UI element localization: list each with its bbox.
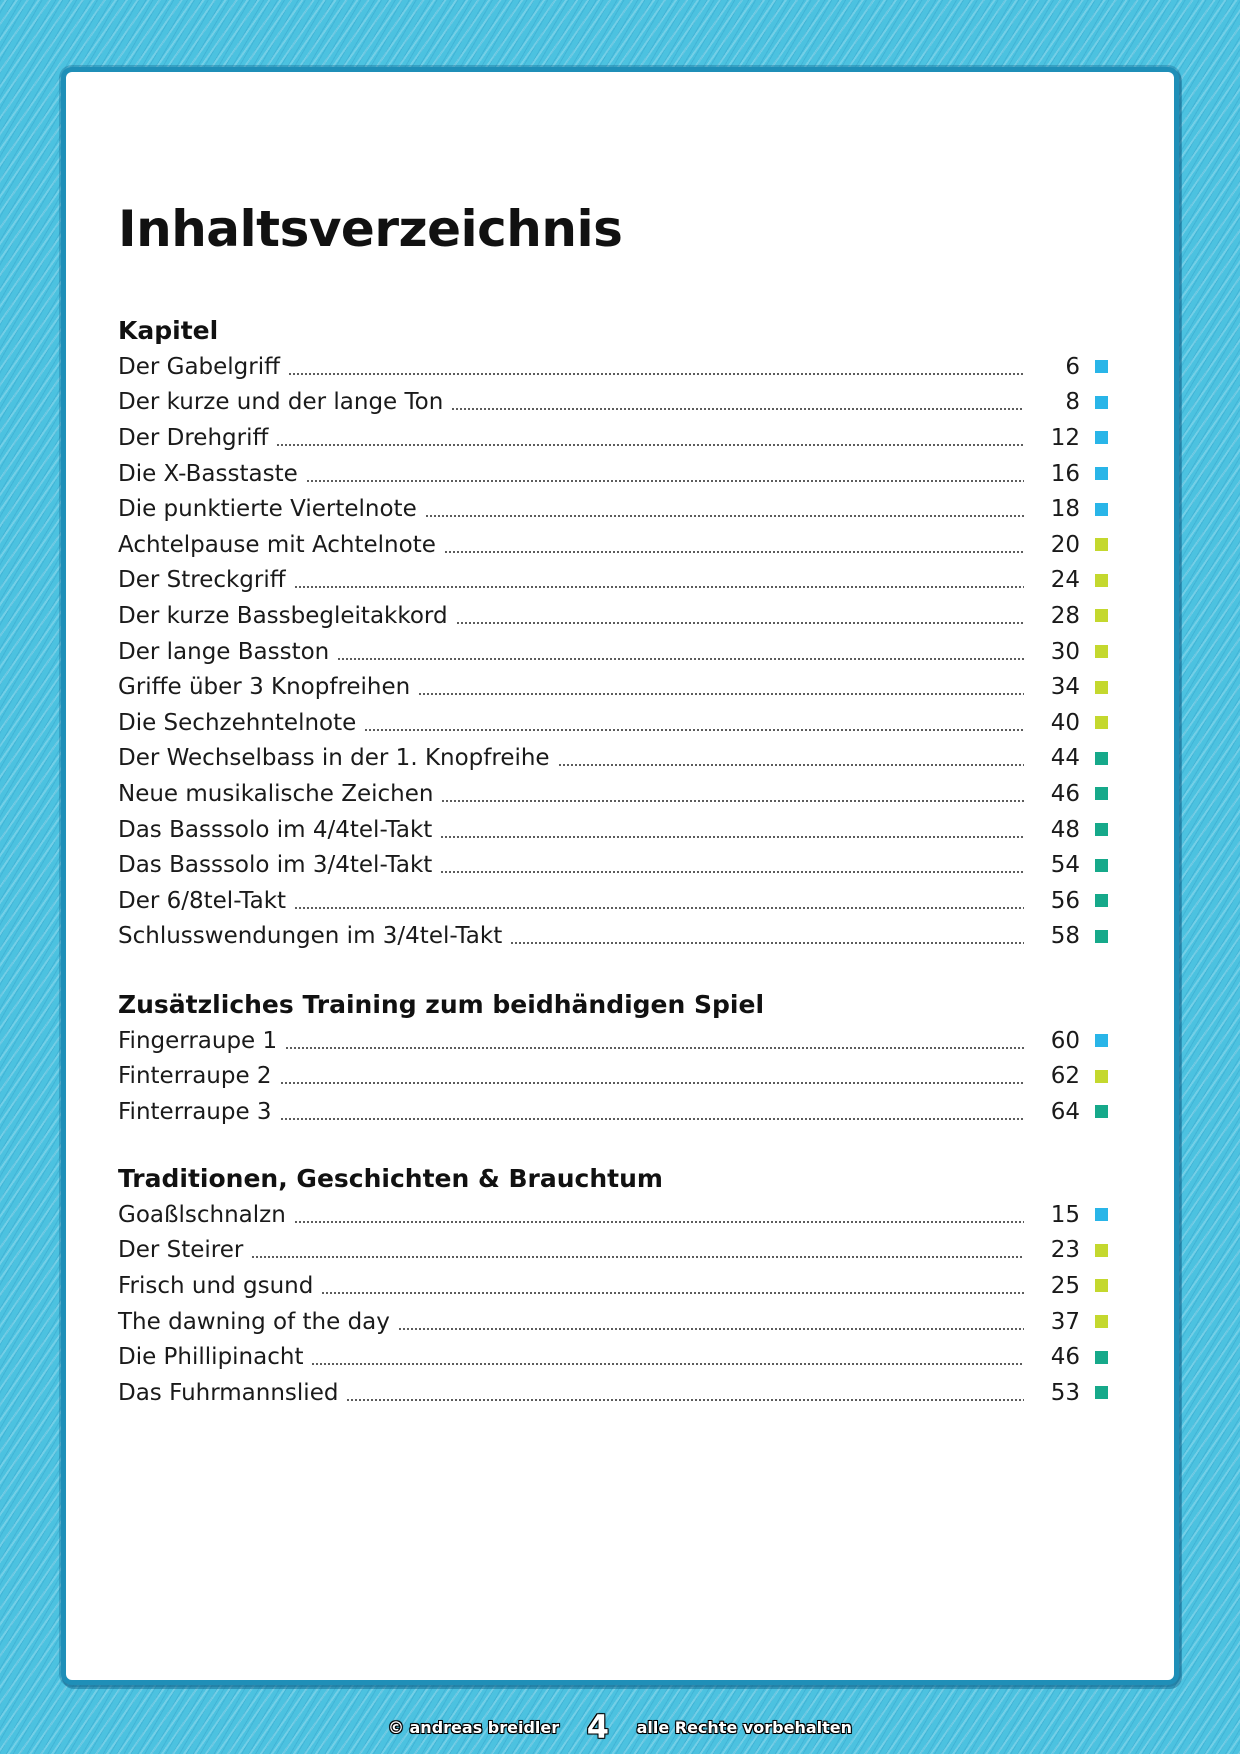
section-heading: Kapitel <box>118 316 219 345</box>
toc-entry-title: Schlusswendungen im 3/4tel-Takt <box>118 923 503 950</box>
toc-entry-title: Die punktierte Viertelnote <box>118 496 417 523</box>
level-marker-icon <box>1095 1034 1108 1047</box>
dot-leader <box>440 833 1024 841</box>
toc-entry[interactable] <box>118 776 1108 812</box>
toc-entry[interactable] <box>118 563 1108 599</box>
toc-entry-page: 23 <box>1050 1237 1080 1264</box>
level-marker-icon <box>1095 574 1108 587</box>
toc-entry[interactable] <box>118 1094 1108 1130</box>
toc-entry-page: 12 <box>1050 424 1080 451</box>
toc-entry-page: 53 <box>1050 1379 1080 1406</box>
toc-entry-page: 6 <box>1065 353 1080 380</box>
toc-entry-title: Fingerraupe 1 <box>118 1027 278 1054</box>
toc-entry-title: Neue musikalische Zeichen <box>118 780 434 807</box>
page-footer <box>0 1708 1240 1746</box>
dot-leader <box>306 477 1024 485</box>
toc-entry-title: The dawning of the day <box>118 1308 390 1335</box>
toc-entry[interactable] <box>118 1059 1108 1095</box>
level-marker-icon <box>1095 360 1108 373</box>
toc-entry[interactable] <box>118 1233 1108 1269</box>
toc-entry-page: 62 <box>1050 1063 1080 1090</box>
dot-leader <box>425 512 1024 520</box>
rights-notice: alle Rechte vorbehalten <box>636 1717 853 1737</box>
toc-entry[interactable] <box>118 491 1108 527</box>
toc-entry-title: Der kurze und der lange Ton <box>118 389 444 416</box>
dot-leader <box>456 619 1024 627</box>
section-heading: Traditionen, Geschichten & Brauchtum <box>118 1164 663 1193</box>
dot-leader <box>451 405 1024 413</box>
level-marker-icon <box>1095 716 1108 729</box>
toc-entry-page: 28 <box>1050 602 1080 629</box>
toc-entry[interactable] <box>118 1268 1108 1304</box>
toc-entry-title: Goaßlschnalzn <box>118 1201 286 1228</box>
toc-entry-page: 48 <box>1050 816 1080 843</box>
dot-leader <box>280 1115 1024 1123</box>
toc-entry[interactable] <box>118 1339 1108 1375</box>
toc-entry-page: 54 <box>1050 852 1080 879</box>
toc-entry-title: Frisch und gsund <box>118 1272 314 1299</box>
level-marker-icon <box>1095 467 1108 480</box>
level-marker-icon <box>1095 752 1108 765</box>
toc-entry-title: Achtelpause mit Achtelnote <box>118 531 436 558</box>
toc-entry-title: Finterraupe 2 <box>118 1063 272 1090</box>
level-marker-icon <box>1095 894 1108 907</box>
level-marker-icon <box>1095 787 1108 800</box>
toc-entry-page: 60 <box>1050 1027 1080 1054</box>
dot-leader <box>440 868 1024 876</box>
toc-entry[interactable] <box>118 669 1108 705</box>
toc-entry[interactable] <box>118 847 1108 883</box>
level-marker-icon <box>1095 503 1108 516</box>
toc-entry[interactable] <box>118 634 1108 670</box>
level-marker-icon <box>1095 645 1108 658</box>
level-marker-icon <box>1095 1208 1108 1221</box>
toc-entry-page: 46 <box>1050 780 1080 807</box>
dot-leader <box>276 441 1024 449</box>
dot-leader <box>294 583 1024 591</box>
toc-entry[interactable] <box>118 741 1108 777</box>
toc-entry-title: Die Phillipinacht <box>118 1344 304 1371</box>
dot-leader <box>558 761 1024 769</box>
toc-entry-title: Der Wechselbass in der 1. Knopfreihe <box>118 745 550 772</box>
level-marker-icon <box>1095 431 1108 444</box>
toc-section-training <box>118 987 1108 1130</box>
toc-entry-page: 34 <box>1050 674 1080 701</box>
toc-entry-title: Der Drehgriff <box>118 424 269 451</box>
toc-entry-title: Griffe über 3 Knopfreihen <box>118 674 411 701</box>
toc-entry-page: 40 <box>1050 709 1080 736</box>
toc-entry-title: Der Streckgriff <box>118 567 286 594</box>
copyright-notice: © andreas breidler <box>387 1717 560 1737</box>
dot-leader <box>285 1044 1024 1052</box>
toc-entry[interactable] <box>118 598 1108 634</box>
section-heading: Zusätzliches Training zum beidhändigen Spiel <box>118 990 765 1019</box>
toc-entry-page: 30 <box>1050 638 1080 665</box>
toc-entry[interactable] <box>118 705 1108 741</box>
toc-entry-page: 24 <box>1050 567 1080 594</box>
toc-entry-title: Die Sechzehntelnote <box>118 709 357 736</box>
toc-entry-page: 25 <box>1050 1272 1080 1299</box>
toc-entry-title: Finterraupe 3 <box>118 1098 272 1125</box>
toc-entry[interactable] <box>118 1304 1108 1340</box>
toc-entry-page: 64 <box>1050 1098 1080 1125</box>
toc-entry-title: Der lange Basston <box>118 638 330 665</box>
level-marker-icon <box>1095 1279 1108 1292</box>
toc-entry[interactable] <box>118 1023 1108 1059</box>
toc-entry[interactable] <box>118 385 1108 421</box>
level-marker-icon <box>1095 1351 1108 1364</box>
toc-entry-title: Das Fuhrmannslied <box>118 1379 339 1406</box>
dot-leader <box>346 1396 1024 1404</box>
toc-entry-title: Der 6/8tel-Takt <box>118 887 287 914</box>
dot-leader <box>321 1289 1024 1297</box>
level-marker-icon <box>1095 930 1108 943</box>
toc-entry-page: 56 <box>1050 887 1080 914</box>
toc-entry-page: 37 <box>1050 1308 1080 1335</box>
dot-leader <box>418 690 1024 698</box>
dot-leader <box>510 939 1024 947</box>
dot-leader <box>251 1253 1024 1261</box>
level-marker-icon <box>1095 859 1108 872</box>
toc-entry-page: 58 <box>1050 923 1080 950</box>
level-marker-icon <box>1095 1070 1108 1083</box>
page-number: 4 <box>586 1708 609 1746</box>
toc-entry[interactable] <box>118 456 1108 492</box>
toc-entry-title: Der kurze Bassbegleitakkord <box>118 602 448 629</box>
toc-entry-title: Die X-Basstaste <box>118 460 298 487</box>
toc-entry-page: 18 <box>1050 496 1080 523</box>
toc-entry-title: Der Steirer <box>118 1237 244 1264</box>
toc-section-traditionen <box>118 1161 1108 1411</box>
level-marker-icon <box>1095 609 1108 622</box>
level-marker-icon <box>1095 1105 1108 1118</box>
dot-leader <box>294 1218 1024 1226</box>
dot-leader <box>398 1325 1024 1333</box>
dot-leader <box>311 1360 1024 1368</box>
toc-entry[interactable] <box>118 883 1108 919</box>
toc-entry[interactable] <box>118 1197 1108 1233</box>
level-marker-icon <box>1095 681 1108 694</box>
toc-entry-page: 46 <box>1050 1344 1080 1371</box>
toc-entry[interactable] <box>118 1375 1108 1411</box>
toc-entry[interactable] <box>118 812 1108 848</box>
toc-entry-title: Das Basssolo im 3/4tel-Takt <box>118 852 433 879</box>
toc-entry[interactable] <box>118 420 1108 456</box>
toc-entry-page: 16 <box>1050 460 1080 487</box>
toc-entry[interactable] <box>118 919 1108 955</box>
toc-entry[interactable] <box>118 349 1108 385</box>
toc-entry-page: 20 <box>1050 531 1080 558</box>
level-marker-icon <box>1095 1315 1108 1328</box>
toc-entry-title: Das Basssolo im 4/4tel-Takt <box>118 816 433 843</box>
level-marker-icon <box>1095 1386 1108 1399</box>
dot-leader <box>441 797 1024 805</box>
dot-leader <box>364 726 1024 734</box>
toc-section-kapitel <box>118 313 1108 954</box>
level-marker-icon <box>1095 538 1108 551</box>
dot-leader <box>444 548 1024 556</box>
toc-entry-page: 15 <box>1050 1201 1080 1228</box>
toc-entry-page: 44 <box>1050 745 1080 772</box>
page-title: Inhaltsverzeichnis <box>118 200 623 258</box>
toc-entry-page: 8 <box>1065 389 1080 416</box>
dot-leader <box>337 655 1024 663</box>
level-marker-icon <box>1095 1244 1108 1257</box>
dot-leader <box>280 1079 1024 1087</box>
level-marker-icon <box>1095 396 1108 409</box>
toc-entry[interactable] <box>118 527 1108 563</box>
dot-leader <box>288 370 1024 378</box>
level-marker-icon <box>1095 823 1108 836</box>
toc-entry-title: Der Gabelgriff <box>118 353 280 380</box>
dot-leader <box>294 904 1024 912</box>
